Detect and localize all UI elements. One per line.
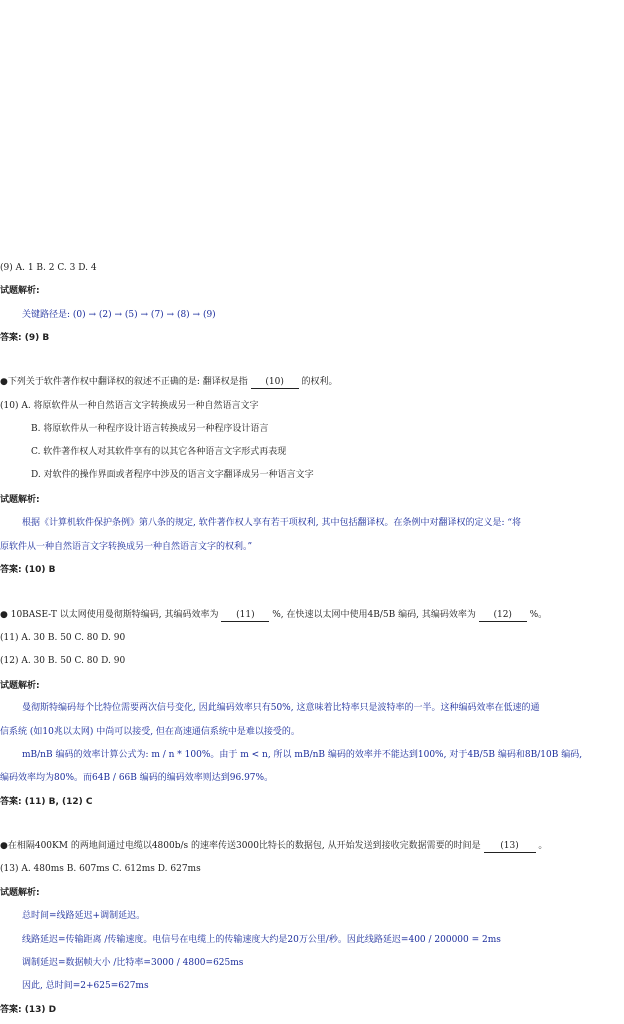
q11-stem-pre: ● 10BASE-T 以太网使用曼彻斯特编码, 其编码效率为 <box>0 610 219 620</box>
q13-stem-pre: ●在相隔400KM 的两地间通过电缆以4800b/s 的速率传送3000比特长的数据包, 从开始发送到接收完数据需要的时间是 <box>0 841 481 851</box>
q10-answer: 答案: (10) B <box>0 565 56 575</box>
q13-stem-post: 。 <box>538 841 548 851</box>
q11-blank: (11) <box>221 609 269 622</box>
q9-answer: 答案: (9) B <box>0 333 50 343</box>
q9-options: (9) A. 1 B. 2 C. 3 D. 4 <box>0 263 97 273</box>
q10-blank: (10) <box>251 376 299 389</box>
q11-analysis-line-1: 曼彻斯特编码每个比特位需要两次信号变化, 因此编码效率只有50%, 这意味着比特率只是波特率的一半。这种编码效率在低速的通 <box>22 703 540 713</box>
q10-analysis-label: 试题解析: <box>0 495 40 505</box>
q11-stem-mid: %, 在快速以太网中使用4B/5B 编码, 其编码效率为 <box>272 610 476 620</box>
q11-stem <box>0 609 547 622</box>
q13-analysis-line-2: 线路延迟=传输距离 /传输速度。电信号在电缆上的传输速度大约是20万公里/秒。因此线路延迟=400 / 200000 = 2ms <box>22 935 501 945</box>
q9-analysis-label: 试题解析: <box>0 286 40 296</box>
q11-analysis-line-3: mB/nB 编码的效率计算公式为: m / n * 100%。由于 m < n, 所以 mB/nB 编码的效率并不能达到100%, 对于4B/5B 编码和8B/10B 编码, <box>22 750 583 760</box>
q11-analysis-label: 试题解析: <box>0 681 40 691</box>
q10-analysis-line-1: 根据《计算机软件保护条例》第八条的规定, 软件著作权人享有若干项权利, 其中包括翻译权。在条例中对翻译权的定义是: “将 <box>22 518 521 528</box>
q13-blank: (13) <box>484 840 536 853</box>
q12-options: (12) A. 30 B. 50 C. 80 D. 90 <box>0 656 126 666</box>
q11-analysis-line-4: 编码效率均为80%。而64B / 66B 编码的编码效率则达到96.97%。 <box>0 773 274 783</box>
q11-analysis-line-2: 信系统 (如10兆以太网) 中尚可以接受, 但在高速通信系统中是难以接受的。 <box>0 727 300 737</box>
q10-stem-pre: ●下列关于软件著作权中翻译权的叙述不正确的是: 翻译权是指 <box>0 377 248 387</box>
q13-analysis-line-3: 调制延迟=数据帧大小 /比特率=3000 / 4800=625ms <box>22 958 244 968</box>
q11-answer: 答案: (11) B, (12) C <box>0 797 93 807</box>
q13-stem <box>0 840 547 853</box>
q10-option-d: D. 对软件的操作界面或者程序中涉及的语言文字翻译成另一种语言文字 <box>31 470 314 480</box>
q11-options: (11) A. 30 B. 50 C. 80 D. 90 <box>0 633 126 643</box>
q10-option-c: C. 软件著作权人对其软件享有的以其它各种语言文字形式再表现 <box>31 447 287 457</box>
q10-stem <box>0 376 338 389</box>
q10-stem-post: 的权利。 <box>301 377 338 387</box>
q10-analysis-line-2: 原软件从一种自然语言文字转换成另一种自然语言文字的权利。” <box>0 542 253 552</box>
q9-critical-path: 关键路径是: (0) → (2) → (5) → (7) → (8) → (9) <box>22 310 216 320</box>
q11-stem-post: %。 <box>529 610 548 620</box>
q13-analysis-line-1: 总时间=线路延迟+调制延迟。 <box>22 911 146 921</box>
q13-analysis-label: 试题解析: <box>0 888 40 898</box>
q13-answer: 答案: (13) D <box>0 1005 57 1015</box>
q10-option-a: (10) A. 将原软件从一种自然语言文字转换成另一种自然语言文字 <box>0 401 259 411</box>
q12-blank: (12) <box>479 609 527 622</box>
q10-option-b: B. 将原软件从一种程序设计语言转换成另一种程序设计语言 <box>31 424 269 434</box>
q13-analysis-line-4: 因此, 总时间=2+625=627ms <box>22 981 149 991</box>
q13-options: (13) A. 480ms B. 607ms C. 612ms D. 627ms <box>0 864 201 874</box>
